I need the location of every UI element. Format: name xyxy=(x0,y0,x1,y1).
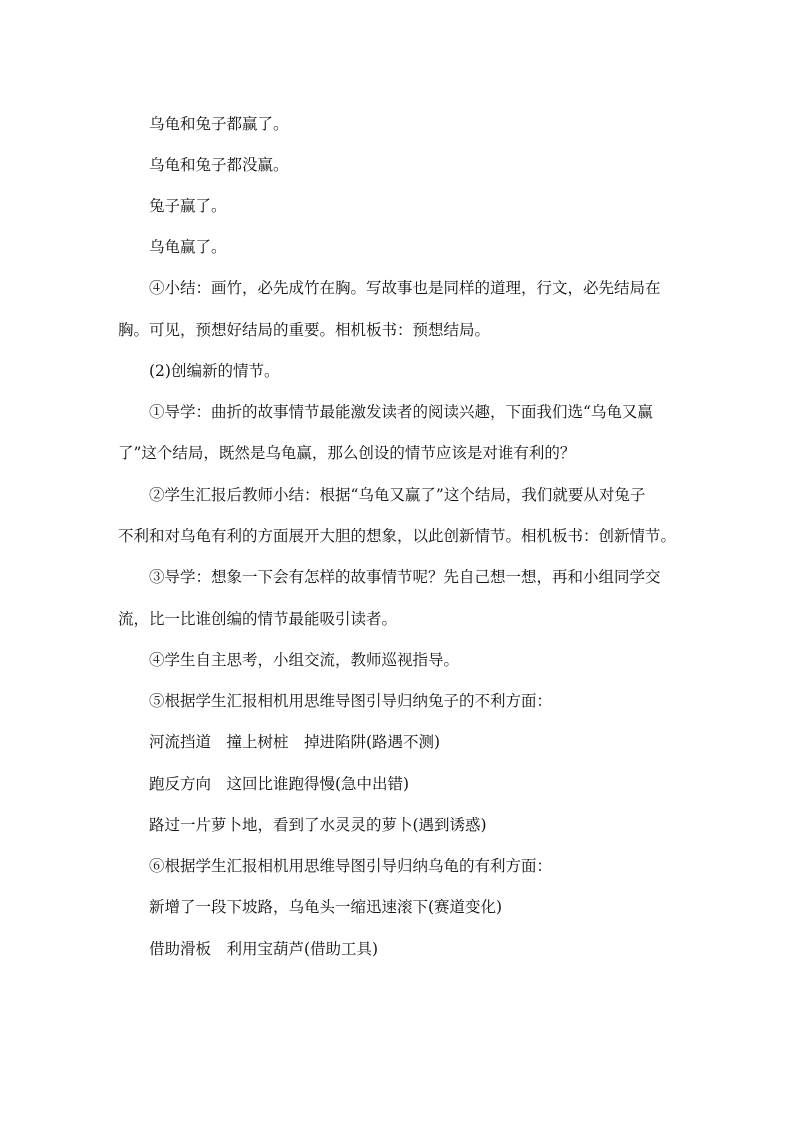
text-line: ⑤根据学生汇报相机用思维导图引导归纳兔子的不利方面： xyxy=(149,692,553,710)
text-line: 跑反方向 这回比谁跑得慢(急中出错) xyxy=(149,775,410,793)
text-line: ⑥根据学生汇报相机用思维导图引导归纳乌龟的有利方面： xyxy=(149,857,553,875)
text-line: ④小结：画竹，必先成竹在胸。写故事也是同样的道理，行文，必先结局在 xyxy=(149,279,661,297)
text-line: 乌龟和兔子都赢了。 xyxy=(149,115,289,133)
text-line: ①导学：曲折的故事情节最能激发读者的阅读兴趣，下面我们选“乌龟又赢 xyxy=(149,403,653,421)
text-line: 兔子赢了。 xyxy=(149,197,227,215)
text-line: 路过一片萝卜地，看到了水灵灵的萝卜(遇到诱惑) xyxy=(149,816,487,834)
text-line: 胸。可见，预想好结局的重要。相机板书：预想结局。 xyxy=(118,321,491,339)
text-line: ④学生自主思考，小组交流，教师巡视指导。 xyxy=(149,651,460,669)
text-line: 了”这个结局，既然是乌龟赢，那么创设的情节应该是对谁有利的？ xyxy=(118,444,576,462)
text-line: 新增了一段下坡路，乌龟头一缩迅速滚下(赛道变化) xyxy=(149,898,503,916)
text-line: 流，比一比谁创编的情节最能吸引读者。 xyxy=(118,610,398,628)
text-line: 河流挡道 撞上树桩 掉进陷阱(路遇不测) xyxy=(149,733,441,751)
text-line: 乌龟和兔子都没赢。 xyxy=(149,156,289,174)
text-line: ②学生汇报后教师小结：根据“乌龟又赢了”这个结局，我们就要从对兔子 xyxy=(149,486,646,504)
text-line: 借助滑板 利用宝葫芦(借助工具) xyxy=(149,940,379,958)
section-heading: (2)创编新的情节。 xyxy=(149,362,280,380)
text-line: 不利和对乌龟有利的方面展开大胆的想象，以此创新情节。相机板书：创新情节。 xyxy=(118,527,677,545)
text-line: ③导学：想象一下会有怎样的故事情节呢？先自己想一想，再和小组同学交 xyxy=(149,568,661,586)
text-line: 乌龟赢了。 xyxy=(149,238,227,256)
